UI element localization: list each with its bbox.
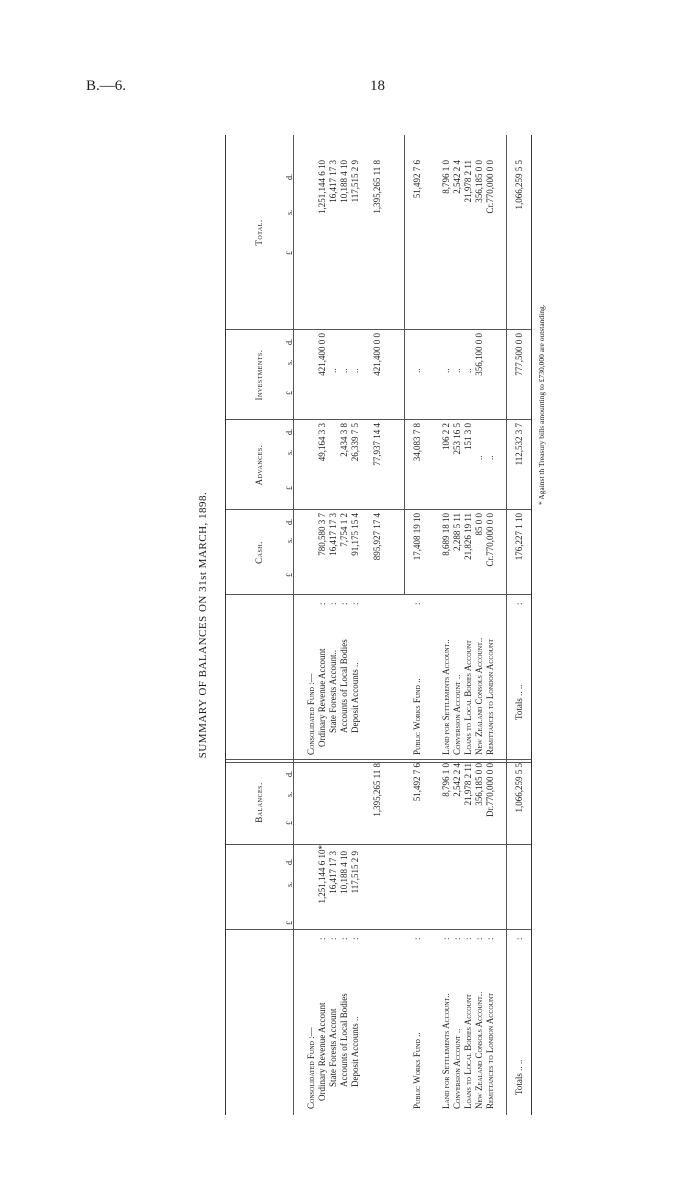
- unit-pound: £: [285, 486, 294, 490]
- unit-pound: £: [285, 391, 294, 395]
- unit-pence: d.: [285, 174, 294, 180]
- total-value: 8,796 1 0: [441, 160, 451, 194]
- total-value: Cr.770,000 0 0: [485, 160, 495, 214]
- cash-value: 17,408 19 10: [412, 513, 422, 561]
- row-label: Ordinary Revenue Account: [317, 648, 327, 747]
- unit-shilling: s.: [285, 209, 294, 215]
- investments-total: 777,500 0 0: [514, 333, 524, 376]
- row-dots: :: [485, 937, 495, 940]
- row-label: Land for Settlements Account..: [441, 639, 451, 755]
- advances-value: 26,339 7 5: [350, 423, 360, 462]
- totals-label: Totals .. ..: [514, 1059, 524, 1095]
- row-label: Loans to Local Bodies Account: [463, 640, 473, 755]
- cash-value: 2,288 5 11: [452, 513, 462, 551]
- advances-header: Advances.: [254, 444, 264, 486]
- row-dots: :: [474, 937, 484, 940]
- cash-value: 91,175 15 4: [350, 513, 360, 556]
- row-label: Remittances to London Account: [485, 639, 495, 755]
- total-value: 10,188 4 10: [339, 160, 349, 203]
- advances-value: 49,164 3 3: [317, 423, 327, 462]
- investments-header: Investments.: [254, 349, 264, 401]
- row-label: State Forests Account: [328, 1008, 338, 1087]
- row-dots: :: [339, 937, 349, 940]
- row-label: Loans to Local Bodies Account: [463, 994, 473, 1109]
- public-works-balance: 51,492 7 6: [412, 763, 422, 802]
- cash-value: 780,580 3 7: [317, 513, 327, 556]
- unit-pence: d.: [285, 339, 294, 345]
- table-title: SUMMARY OF BALANCES ON 31st MARCH, 1898.: [197, 491, 209, 759]
- public-works-label: Public Works Fund ..: [412, 678, 422, 755]
- row-label: Deposit Accounts ..: [350, 662, 360, 733]
- page-number: 18: [370, 78, 385, 94]
- row-dots: :: [317, 602, 327, 605]
- advances-total: 112,532 3 7: [514, 423, 524, 466]
- balance-value: 117,515 2 9: [350, 851, 360, 894]
- row-dots: :: [441, 937, 451, 940]
- advances-value: ..: [485, 455, 495, 460]
- investments-subtotal: 421,400 0 0: [372, 333, 382, 376]
- col-rule: [226, 759, 531, 760]
- col-rule: [226, 509, 531, 510]
- totals-label: Totals .. ..: [514, 684, 524, 720]
- public-works-label: Public Works Fund ..: [412, 1032, 422, 1109]
- row-dots: :: [328, 602, 338, 605]
- row-label: Land for Settlements Account..: [441, 993, 451, 1109]
- row-label: Conversion Account ..: [452, 1028, 462, 1109]
- unit-pound: £: [285, 921, 294, 925]
- advances-value: ..: [474, 455, 484, 460]
- cash-value: 16,417 17 3: [328, 513, 338, 556]
- rotated-summary-table: [190, 135, 550, 1115]
- row-label: Ordinary Revenue Account: [317, 1002, 327, 1101]
- total-subtotal: 1,395,265 11 8: [372, 160, 382, 214]
- col-rule: [226, 929, 531, 930]
- consolidated-fund-label: Consolidated Fund :—: [306, 1027, 316, 1109]
- unit-shilling: s.: [285, 791, 294, 797]
- consolidated-balance-total: 1,395,265 11 8: [372, 763, 382, 817]
- grand-total: 1,066,259 5 5: [514, 160, 524, 210]
- cash-value: Cr.770,000 0 0: [485, 513, 495, 567]
- investments-value: 421,400 0 0: [317, 333, 327, 376]
- balances-header: Balances.: [254, 782, 264, 823]
- balance-value: 1,251,144 6 10*: [317, 845, 327, 904]
- total-value: 51,492 7 6: [412, 160, 422, 199]
- row-dots: :: [350, 602, 360, 605]
- unit-pence: d.: [285, 859, 294, 865]
- row-dots: :: [463, 937, 473, 940]
- unit-pound: £: [285, 821, 294, 825]
- unit-shilling: s.: [285, 881, 294, 887]
- balance-value: 21,978 2 11: [463, 763, 473, 806]
- investments-value: ..: [441, 368, 451, 373]
- investments-value: ..: [412, 368, 422, 373]
- balance-value: 356,185 0 0: [474, 763, 484, 806]
- balance-value: 2,542 2 4: [452, 763, 462, 797]
- total-value: 21,978 2 11: [463, 160, 473, 203]
- row-label: Conversion Account ..: [452, 674, 462, 755]
- row-label: State Forests Account..: [328, 650, 338, 733]
- advances-value: 253 16 5: [452, 423, 462, 455]
- row-dots: :: [412, 602, 422, 605]
- col-rule: [226, 594, 531, 595]
- balances-table: [225, 135, 532, 1115]
- row-label: Accounts of Local Bodies: [339, 993, 349, 1087]
- total-value: 1,251,144 6 10: [317, 160, 327, 214]
- total-value: 356,185 0 0: [474, 160, 484, 203]
- row-dots: :: [514, 937, 524, 940]
- row-label: Remittances to London Account: [485, 993, 495, 1109]
- advances-subtotal: 77,937 14 4: [372, 423, 382, 466]
- totals-rule: [506, 135, 507, 1115]
- row-dots: :: [328, 937, 338, 940]
- unit-shilling: s.: [285, 537, 294, 543]
- row-dots: :: [339, 602, 349, 605]
- row-dots: :: [514, 602, 524, 605]
- cash-value: 85 0 0: [474, 513, 484, 536]
- investments-value: ..: [350, 368, 360, 373]
- balance-value: 16,417 17 3: [328, 851, 338, 894]
- totals-balance: 1,066,259 5 5: [514, 763, 524, 813]
- unit-pence: d.: [285, 519, 294, 525]
- advances-value: 151 3 0: [463, 423, 473, 450]
- cash-value: 21,826 19 11: [463, 513, 473, 560]
- investments-value: ..: [452, 368, 462, 373]
- header-rule: [293, 135, 294, 1115]
- row-dots: :: [317, 937, 327, 940]
- unit-pound: £: [285, 573, 294, 577]
- row-label: New Zealand Consols Account..: [474, 637, 484, 755]
- balance-value: Dr.770,000 0 0: [485, 763, 495, 817]
- balance-value: 10,188 4 10: [339, 851, 349, 894]
- total-value: 117,515 2 9: [350, 160, 360, 203]
- unit-pence: d.: [285, 771, 294, 777]
- investments-value: ..: [339, 368, 349, 373]
- page-code: B.—6.: [86, 78, 127, 94]
- advances-value: 2,434 3 8: [339, 423, 349, 457]
- col-rule: [226, 419, 531, 420]
- advances-value: 106 2 2: [441, 423, 451, 450]
- total-value: 2,542 2 4: [452, 160, 462, 194]
- col-rule: [226, 844, 531, 845]
- investments-value: ..: [328, 368, 338, 373]
- row-label: New Zealand Consols Account..: [474, 991, 484, 1109]
- subtotal-rule: [404, 135, 405, 595]
- row-label: Accounts of Local Bodies: [339, 639, 349, 733]
- col-rule: [226, 329, 531, 330]
- investments-value: ..: [463, 368, 473, 373]
- cash-value: 7,754 1 2: [339, 513, 349, 547]
- unit-pound: £: [285, 251, 294, 255]
- unit-pence: d.: [285, 429, 294, 435]
- row-dots: :: [452, 937, 462, 940]
- row-dots: :: [350, 937, 360, 940]
- cash-value: 8,689 18 10: [441, 513, 451, 556]
- total-value: 16,417 17 3: [328, 160, 338, 203]
- footnote: * Against th Treasury bills amounting to £730,000 are outstanding.: [537, 304, 546, 505]
- cash-total: 176,227 1 10: [514, 513, 524, 561]
- row-label: Deposit Accounts ..: [350, 1016, 360, 1087]
- unit-shilling: s.: [285, 449, 294, 455]
- cash-subtotal: 895,927 17 4: [372, 513, 382, 561]
- unit-shilling: s.: [285, 359, 294, 365]
- row-dots: :: [412, 937, 422, 940]
- investments-value: 356,100 0 0: [474, 333, 484, 376]
- consolidated-fund-label: Consolidated Fund :—: [306, 673, 316, 755]
- cash-header: Cash.: [254, 541, 264, 564]
- advances-value: 34,083 7 8: [412, 423, 422, 462]
- total-header: Total.: [254, 219, 264, 246]
- balance-value: 8,796 1 0: [441, 763, 451, 797]
